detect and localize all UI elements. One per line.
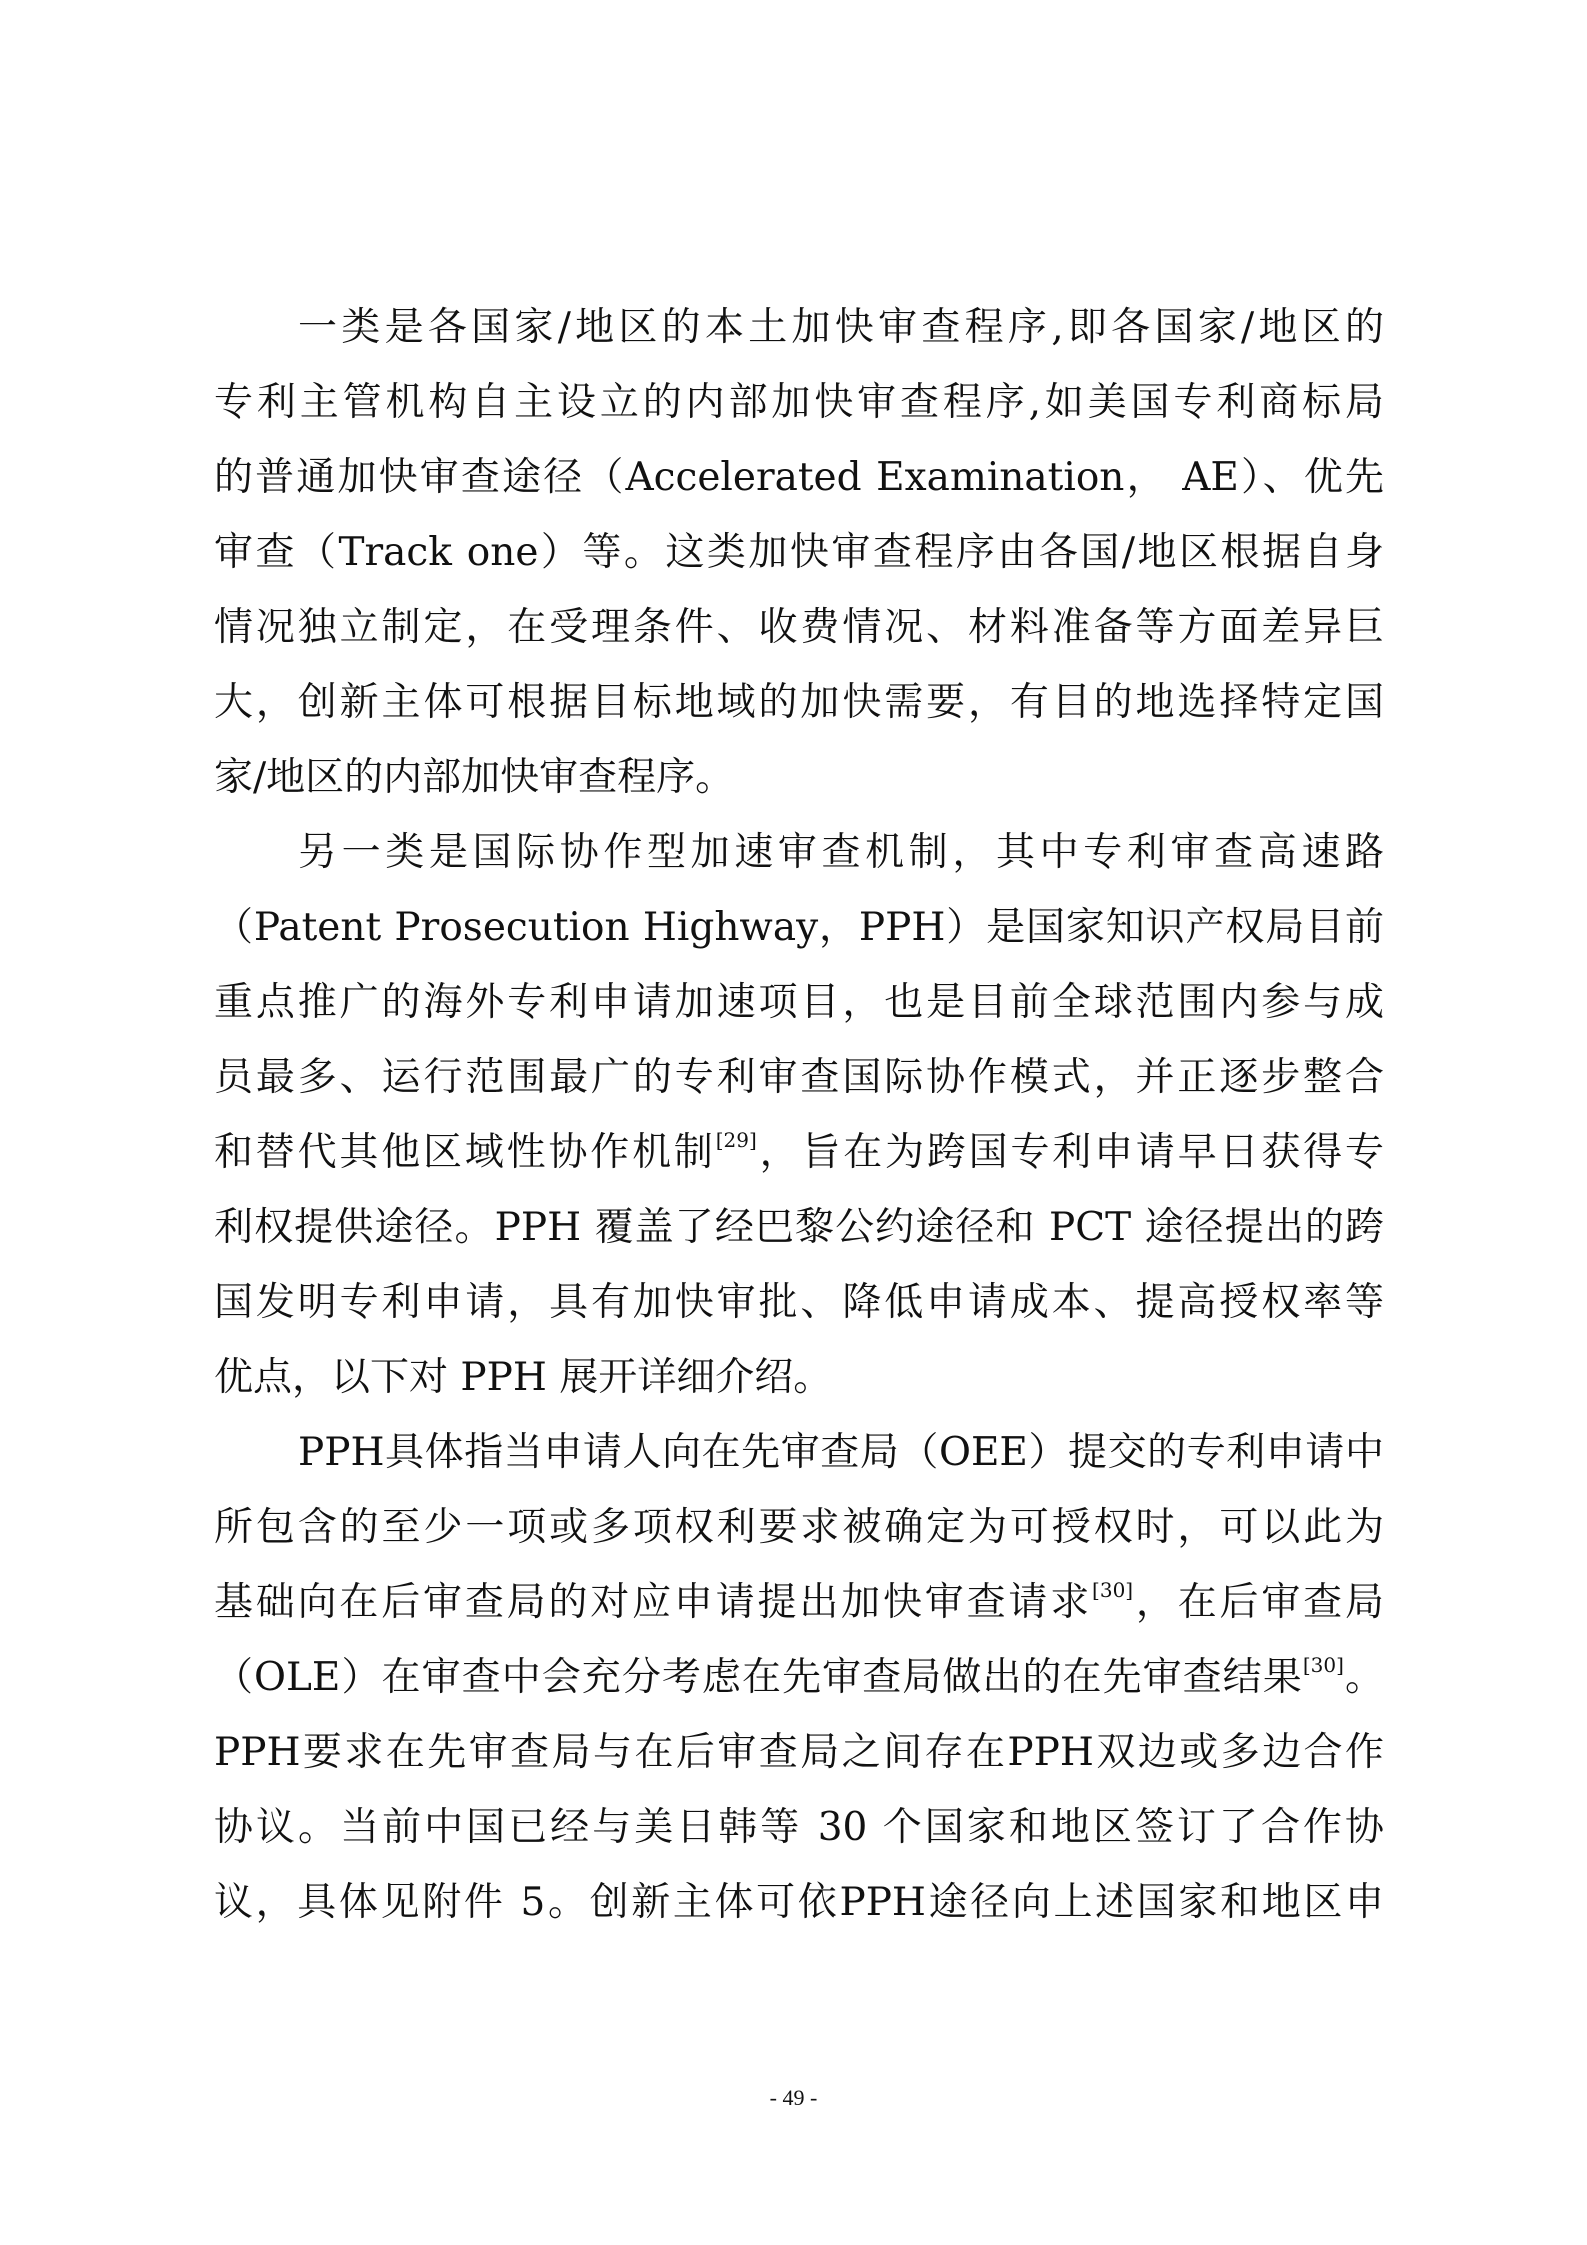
line-text: 。 (1343, 1655, 1384, 1700)
text-line-with-citation (214, 1640, 1384, 1715)
text-line: 一类是各国家/地区的本土加快审查程序,即各国家/地区的 (298, 305, 1384, 350)
text-line: 员最多、运行范围最广的专利审查国际协作模式，并正逐步整合 (214, 1055, 1384, 1100)
text-line: PPH要求在先审查局与在后审查局之间存在PPH双边或多边合作 (214, 1730, 1384, 1775)
text-line: 专利主管机构自主设立的内部加快审查程序,如美国专利商标局 (214, 380, 1384, 425)
paragraph-1 (214, 290, 1384, 815)
text-line: 所包含的至少一项或多项权利要求被确定为可授权时，可以此为 (214, 1505, 1384, 1550)
text-line: 的普通加快审查途径（Accelerated Examination， AE）、优先 (214, 455, 1384, 500)
line-text: （OLE）在审查中会充分考虑在先审查局做出的在先审查结果 (214, 1655, 1303, 1700)
line-text: 基础向在后审查局的对应申请提出加快审查请求 (214, 1580, 1093, 1625)
text-line: （Patent Prosecution Highway，PPH）是国家知识产权局目前 (214, 905, 1384, 950)
text-line: 审查（Track one）等。这类加快审查程序由各国/地区根据自身 (214, 530, 1384, 575)
citation-ref[interactable]: [30] (1302, 1653, 1344, 1677)
text-line: PPH具体指当申请人向在先审查局（OEE）提交的专利申请中 (298, 1430, 1384, 1475)
text-line: 议，具体见附件 5。创新主体可依PPH途径向上述国家和地区申 (214, 1880, 1384, 1925)
paragraph-3 (214, 1415, 1384, 1940)
citation-ref[interactable]: [29] (715, 1128, 757, 1152)
text-line: 协议。当前中国已经与美日韩等 30 个国家和地区签订了合作协 (214, 1805, 1384, 1850)
paragraph-2 (214, 815, 1384, 1415)
line-text: 和替代其他区域性协作机制 (214, 1130, 716, 1175)
text-line: 国发明专利申请，具有加快审批、降低申请成本、提高授权率等 (214, 1280, 1384, 1325)
text-line-with-citation (214, 1115, 1384, 1190)
text-line-with-citation (214, 1565, 1384, 1640)
page-number: - 49 - (769, 2085, 818, 2110)
citation-ref[interactable]: [30] (1092, 1578, 1134, 1602)
text-line: 重点推广的海外专利申请加速项目，也是目前全球范围内参与成 (214, 980, 1384, 1025)
text-line: 优点，以下对 PPH 展开详细介绍。 (214, 1355, 833, 1400)
body-text (214, 290, 1384, 1940)
text-line: 另一类是国际协作型加速审查机制，其中专利审查高速路 (298, 830, 1384, 875)
text-line: 利权提供途径。PPH 覆盖了经巴黎公约途径和 PCT 途径提出的跨 (214, 1205, 1384, 1250)
text-line: 情况独立制定，在受理条件、收费情况、材料准备等方面差异巨 (214, 605, 1384, 650)
text-line: 大，创新主体可根据目标地域的加快需要，有目的地选择特定国 (214, 680, 1384, 725)
line-text: ，旨在为跨国专利申请早日获得专 (756, 1130, 1384, 1175)
line-text: ，在后审查局 (1133, 1580, 1384, 1625)
text-line: 家/地区的内部加快审查程序。 (214, 755, 735, 800)
